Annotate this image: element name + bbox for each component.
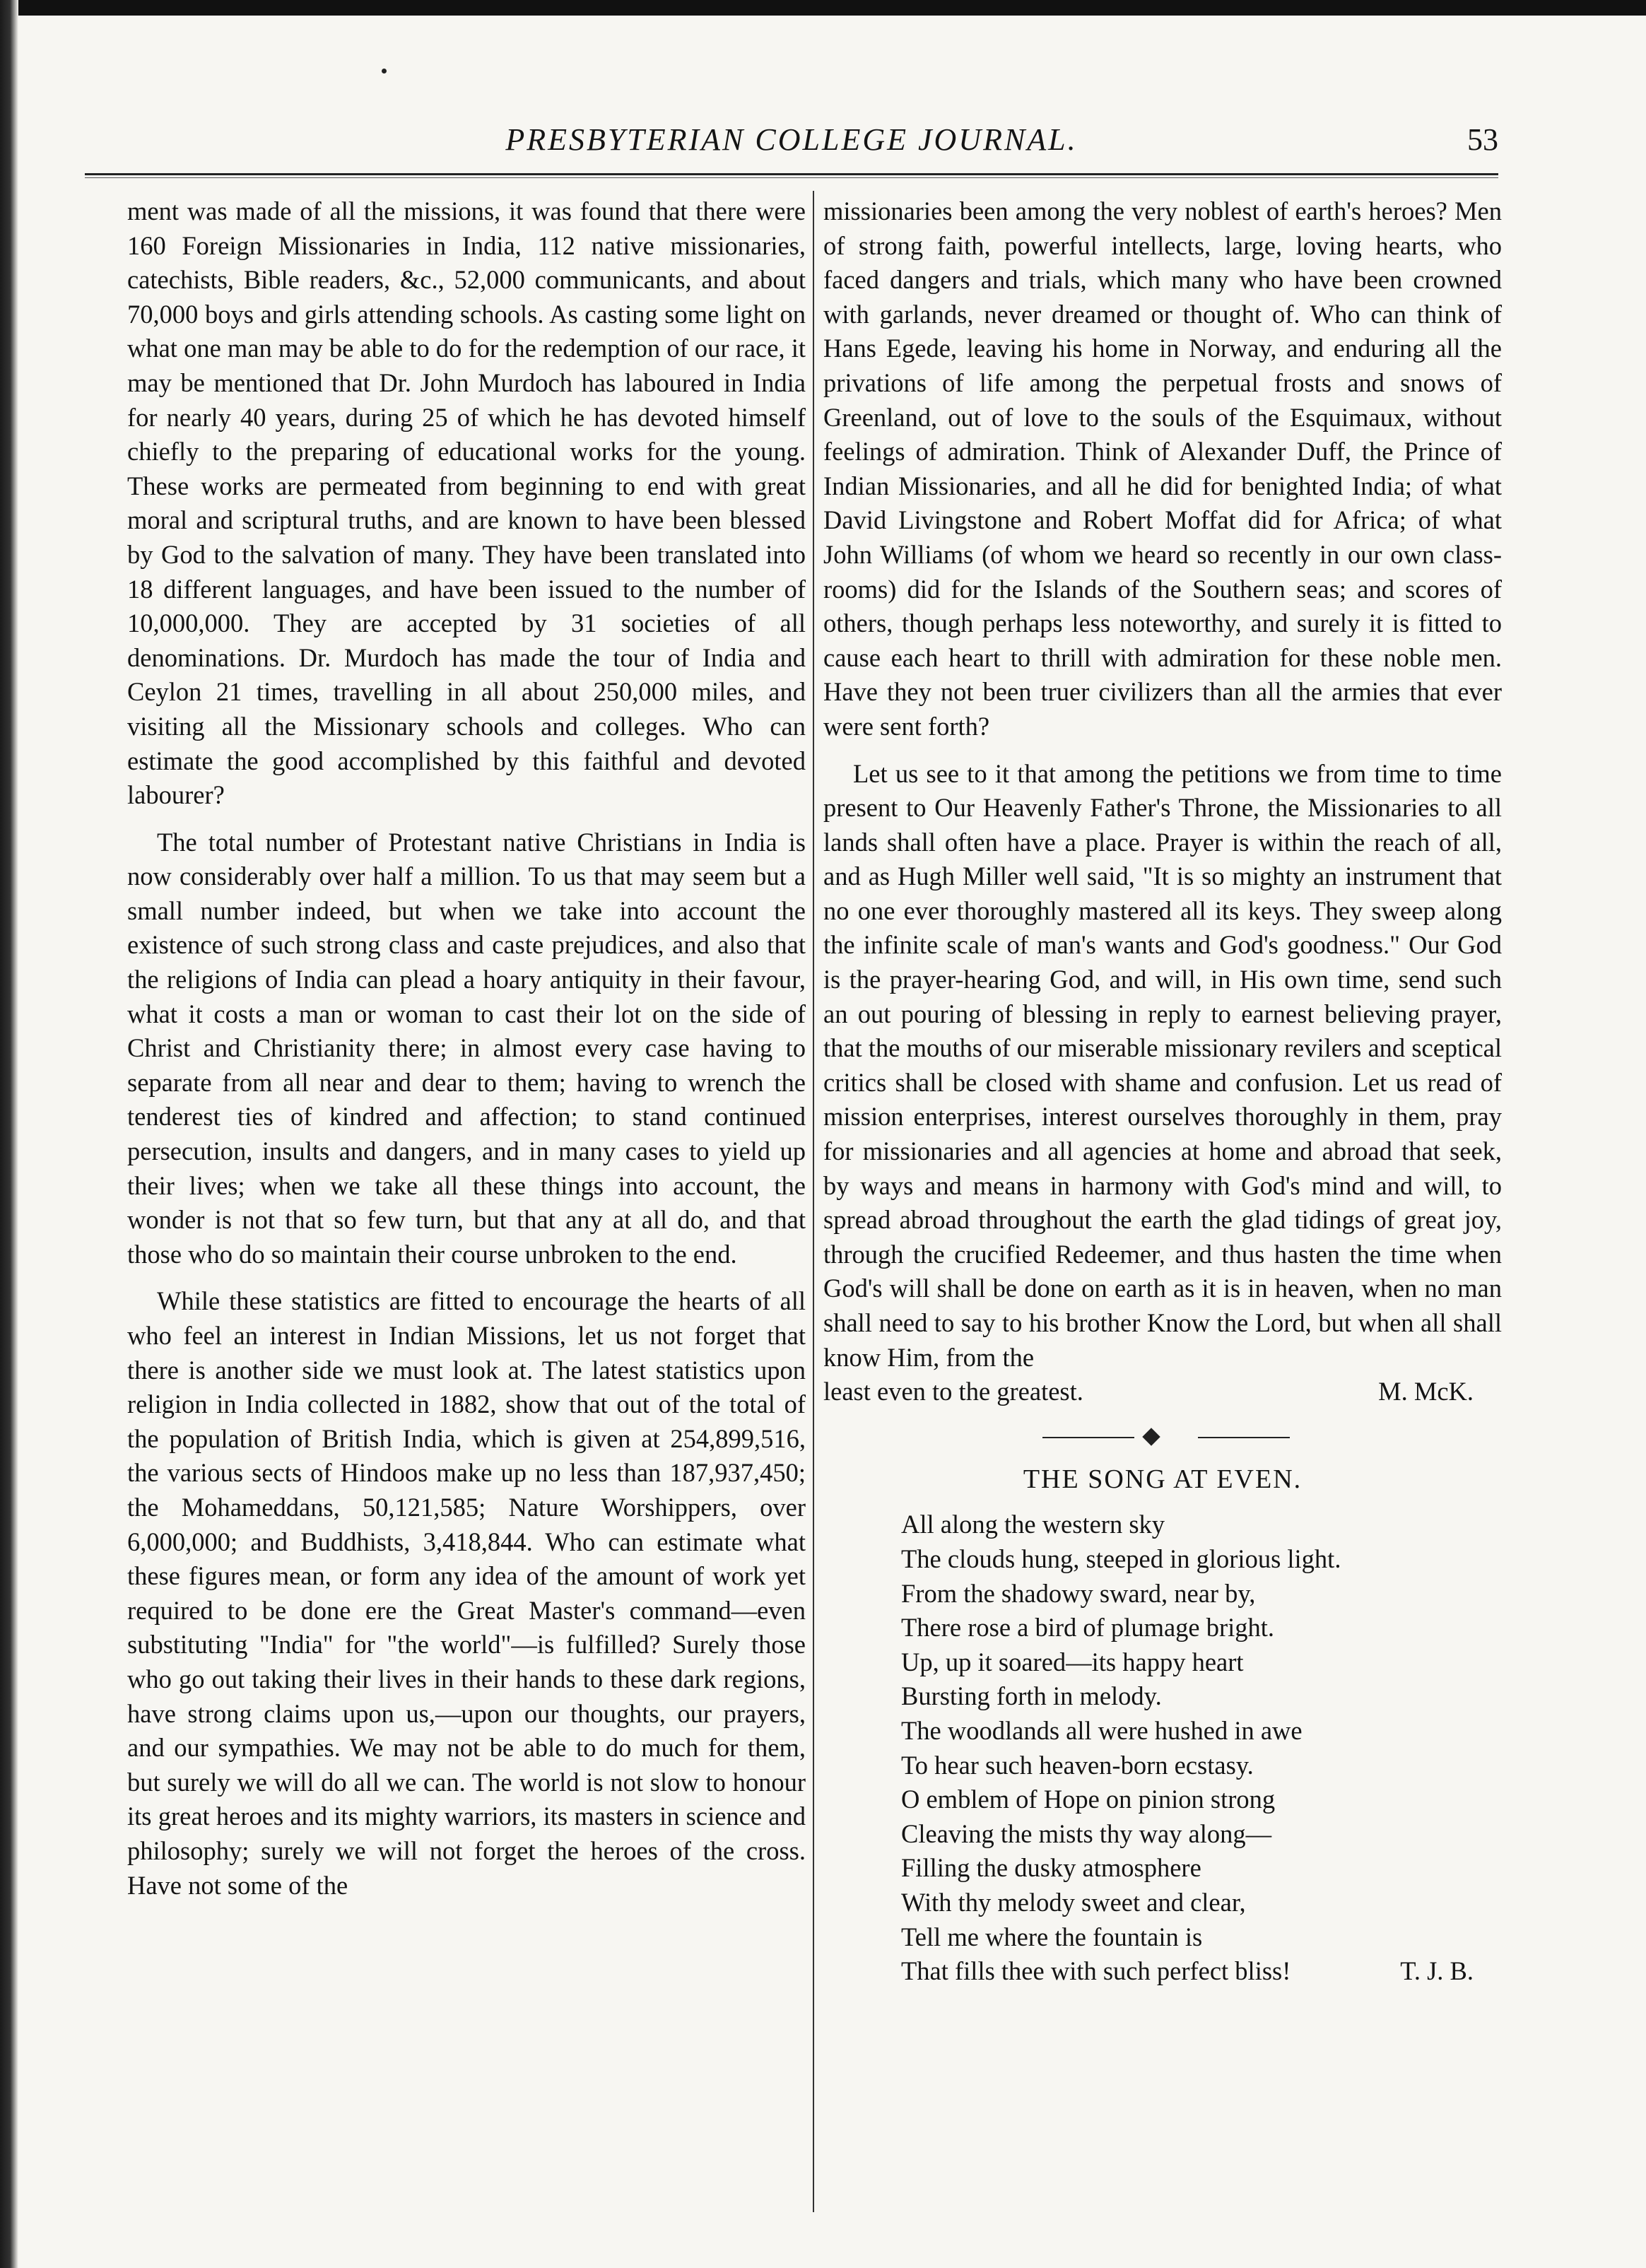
poem-line: Tell me where the fountain is	[901, 1922, 1203, 1951]
poem-signature: T. J. B.	[1400, 1956, 1474, 1986]
article-end-line	[823, 1375, 1502, 1409]
left-paragraph-2: The total number of Protestant native Christians in India is now considerably over half a million. To us that may seem but a small number indeed, but when we take into account the existence of such strong class and caste prejudices, and also that the religions of India can plead a hoary antiquity in their favour, what it costs a man or woman to cast their lot on the side of Christ and Christianity there; in almost every case having to separate from all near and dear to them; having to wrench the tenderest ties of kindred and affection; to stand continued persecution, insults and dangers, and in many cases to yield up their lives; when we take all these things into account, the wonder is not that so few turn, but that any at all do, and that those who do so maintain their course unbroken to the end.	[127, 827, 806, 1269]
left-paragraph-3: While these statistics are fitted to encourage the hearts of all who feel an interest in Indian Missions, let us not forget that there is another side we must look at. The latest statistics upon religion in India collected in 1882, show that out of the total of the population of British India, which is given at 254,899,516, the various sects of Hindoos make up no less than 187,937,450; the Mohameddans, 50,121,585; Nature Worshippers, over 6,000,000; and Buddhists, 3,418,844. Who can estimate what these figures mean, or form any idea of the amount of work yet required to be done ere the Great Master's command—even substituting "India" for "the world"—is fulfilled? Surely those who go out taking their lives in their hands to these dark regions, have strong claims upon us,—upon our thoughts, our prayers, and our sympathies. We may not be able to do much for them, but surely we will do all we can. The world is not slow to honour its great heroes and its mighty warriors, its masters in science and philosophy; surely we will not forget the heroes of the cross. Have not some of the	[127, 1286, 806, 1900]
section-ornament	[823, 1430, 1502, 1445]
ornament-diamond-icon	[1142, 1428, 1160, 1445]
article-last-line: least even to the greatest.	[823, 1377, 1083, 1406]
header-rule	[85, 173, 1498, 178]
ornament-line-right	[1198, 1437, 1290, 1438]
column-divider	[813, 191, 814, 2212]
poem-line: O emblem of Hope on pinion strong	[901, 1785, 1276, 1814]
poem-last-line-row	[901, 1954, 1502, 1989]
page-edge	[0, 0, 18, 2268]
left-column	[127, 194, 806, 1915]
poem-line: To hear such heaven-born ecstasy.	[901, 1750, 1254, 1780]
poem-line: The clouds hung, steeped in glorious light.	[901, 1544, 1341, 1573]
poem-last-line: That fills thee with such perfect bliss!	[901, 1956, 1291, 1986]
page-number: 53	[1467, 122, 1498, 157]
speck	[382, 69, 387, 74]
poem-line: Filling the dusky atmosphere	[901, 1853, 1201, 1883]
poem-line: Up, up it soared—its happy heart	[901, 1647, 1244, 1676]
journal-title: PRESBYTERIAN COLLEGE JOURNAL.	[505, 122, 1078, 157]
right-paragraph-1: missionaries been among the very noblest of earth's heroes? Men of strong faith, powerful intellects, large, loving hearts, who faced dangers and trials, which many who have been crowned with garlands, never dreamed or thought of. Who can think of Hans Egede, leaving his home in Norway, and enduring all the privations of life among the perpetual frosts and snows of Greenland, out of love to the souls of the Esquimaux, without feelings of admiration. Think of Alexander Duff, the Prince of Indian Missionaries, and all he did for benighted India; of what David Livingstone and Robert Moffat did for Africa; of what John Williams (of whom we heard so recently in our own class-rooms) did for the Islands of the Southern seas; and scores of others, though perhaps less noteworthy, and surely it is fitted to cause each heart to thrill with admiration for these noble men. Have they not been truer civilizers than all the armies that ever were sent forth?	[823, 196, 1502, 741]
poem-line: The woodlands all were hushed in awe	[901, 1715, 1303, 1745]
poem-line: There rose a bird of plumage bright.	[901, 1613, 1275, 1643]
article-signature: M. McK.	[1378, 1377, 1474, 1406]
running-header	[85, 122, 1498, 171]
poem-line: Cleaving the mists thy way along—	[901, 1818, 1272, 1848]
poem-line: Bursting forth in melody.	[901, 1681, 1162, 1711]
right-paragraph-2: Let us see to it that among the petitions we from time to time present to Our Heavenly Father's Throne, the Missionaries to all lands shall often have a place. Prayer is within the reach of all, and as Hugh Miller well said, "It is so mighty an instrument that no one ever thoroughly mastered all its keys. They sweep along the infinite scale of man's wants and God's goodness." Our God is the prayer-hearing God, and will, in His own time, send such an out pouring of blessing in reply to earnest believing prayer, that the mouths of our miserable missionary revilers and sceptical critics shall be closed with shame and confusion. Let us read of mission enterprises, interest ourselves thoroughly in them, pray for missionaries and all agencies at home and abroad that seek, by ways and means in harmony with God's mind and will, to spread abroad throughout the earth the glad tidings of great joy, through the crucified Redeemer, and thus hasten the time when God's will shall be done on earth as it is in heaven, when no man shall need to say to his brother Know the Lord, but when all shall know Him, from the	[823, 758, 1502, 1372]
right-column	[823, 194, 1502, 1989]
poem-line: From the shadowy sward, near by,	[901, 1578, 1256, 1608]
poem	[901, 1508, 1502, 1988]
ornament-line-left	[1042, 1437, 1134, 1438]
poem-line: All along the western sky	[901, 1510, 1165, 1539]
poem-title: THE SONG AT EVEN.	[1023, 1464, 1303, 1494]
left-paragraph-1: ment was made of all the missions, it was found that there were 160 Foreign Missionaries in India, 112 native missionaries, catechists, Bible readers, &c., 52,000 communicants, and about 70,000 boys and girls attending schools. As casting some light on what one man may be able to do for the redemption of our race, it may be mentioned that Dr. John Murdoch has laboured in India for nearly 40 years, during 25 of which he has devoted himself chiefly to the preparing of educational works for the young. These works are permeated from beginning to end with great moral and scriptural truths, and are known to have been blessed by God to the salvation of many. They have been translated into 18 different languages, and have been issued to the number of 10,000,000. They are accepted by 31 societies of all denominations. Dr. Murdoch has made the tour of India and Ceylon 21 times, travelling in all about 250,000 miles, and visiting all the Missionary schools and colleges. Who can estimate the good accomplished by this faithful and devoted labourer?	[127, 196, 806, 810]
poem-line: With thy melody sweet and clear,	[901, 1887, 1246, 1917]
top-border	[14, 0, 1646, 16]
